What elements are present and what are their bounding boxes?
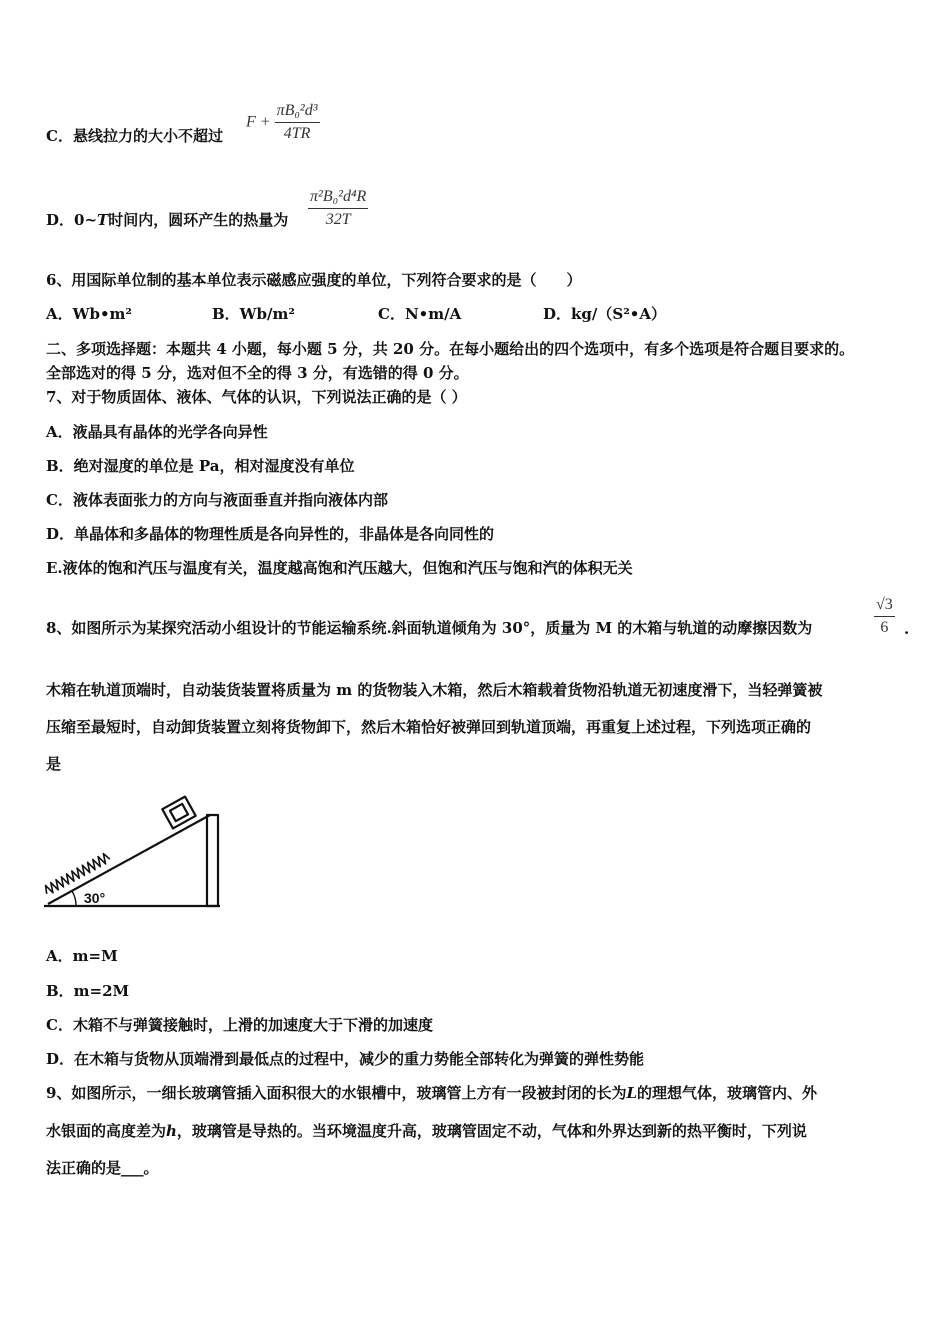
q8-incline-figure (42, 785, 232, 910)
q8-option-a: A．m=M (46, 947, 118, 965)
q9-stem-line1 (46, 1083, 817, 1103)
q6-option-c: C．N•m/A (378, 305, 462, 323)
formula-prefix: F + (246, 113, 271, 131)
q9-stem-line2 (46, 1121, 807, 1141)
q6-option-a: A．Wb•m² (46, 305, 133, 323)
incline-surface (48, 815, 210, 904)
q8-option-b: B．m=2M (46, 982, 130, 1000)
angle-arc (72, 891, 76, 906)
top-post (207, 815, 218, 906)
fraction-numerator: πB₀²d³ (275, 100, 320, 123)
q8-stem-line2: 木箱在轨道顶端时，自动装货装置将质量为 m 的货物装入木箱，然后木箱载着货物沿轨道无初速度滑下，当轻弹簧被 (46, 681, 823, 699)
fraction (874, 594, 895, 639)
angle-label: 30° (84, 890, 106, 906)
fraction-numerator: π²B₀²d⁴R (308, 186, 368, 209)
q7-option-b: B．绝对湿度的单位是 Pa，相对湿度没有单位 (46, 457, 355, 475)
q5-option-c-text: C．悬线拉力的大小不超过 (46, 127, 223, 145)
cargo-box (162, 797, 195, 829)
section2-heading-line2: 全部选对的得 5 分，选对但不全的得 3 分，有选错的得 0 分。 (46, 364, 469, 382)
fraction-denominator: 4TR (283, 125, 311, 142)
formula-fraction (275, 100, 320, 145)
q9-line2-post: ，玻璃管是导热的。当环境温度升高，玻璃管固定不动，气体和外界达到新的热平衡时，下列说 (176, 1122, 807, 1140)
q5-option-c (46, 126, 223, 146)
q8-option-d: D．在木箱与货物从顶端滑到最低点的过程中，减少的重力势能全部转化为弹簧的弹性势能 (46, 1050, 645, 1068)
q5-option-d-period: T (97, 211, 109, 229)
q8-option-c: C．木箱不与弹簧接触时，上滑的加速度大于下滑的加速度 (46, 1016, 433, 1034)
q8-friction-fraction (874, 594, 895, 639)
fraction-denominator: 6 (880, 619, 889, 636)
q8-stem-line1: 8、如图所示为某探究活动小组设计的节能运输系统.斜面轨道倾角为 30°，质量为 M 的木箱与轨道的动摩擦因数为 (46, 619, 813, 637)
q6-option-b: B．Wb/m² (212, 305, 295, 323)
q9-length-symbol: L (626, 1084, 637, 1102)
q5-option-d-formula (308, 186, 368, 231)
q9-stem-line3: 法正确的是___。 (46, 1159, 159, 1177)
q7-option-e: E.液体的饱和汽压与温度有关，温度越高饱和汽压越大，但饱和汽压与饱和汽的体积无关 (46, 559, 633, 577)
q5-option-c-formula (246, 100, 320, 145)
q9-height-symbol: h (166, 1122, 177, 1140)
q9-line1-post: 的理想气体，玻璃管内、外 (637, 1084, 818, 1102)
q5-option-d-text-post: 时间内，圆环产生的热量为 (108, 211, 289, 229)
q8-stem-line1-end: . (904, 620, 910, 638)
q5-option-d-text-pre: D．0~ (46, 211, 98, 229)
formula-fraction (308, 186, 368, 231)
q7-option-d: D．单晶体和多晶体的物理性质是各向异性的，非晶体是各向同性的 (46, 525, 495, 543)
q7-stem: 7、对于物质固体、液体、气体的认识，下列说法正确的是（ ） (46, 388, 467, 406)
fraction-numerator: √3 (874, 594, 895, 617)
q8-stem-line3: 压缩至最短时，自动卸货装置立刻将货物卸下，然后木箱恰好被弹回到轨道顶端，再重复上述过程，下列选项正确的 (46, 718, 812, 736)
q5-option-d (46, 210, 288, 230)
q6-option-d: D．kg/（S²•A） (543, 305, 666, 323)
q7-option-a: A．液晶具有晶体的光学各向异性 (46, 423, 268, 441)
fraction-denominator: 32T (325, 211, 351, 228)
q6-stem: 6、用国际单位制的基本单位表示磁感应强度的单位，下列符合要求的是（ ） (46, 271, 582, 289)
section2-heading-line1: 二、多项选择题：本题共 4 小题，每小题 5 分，共 20 分。在每小题给出的四个选项中，有多个选项是符合题目要求的。 (46, 340, 855, 358)
q7-option-c: C．液体表面张力的方向与液面垂直并指向液体内部 (46, 491, 388, 509)
q9-line1-pre: 9、如图所示，一细长玻璃管插入面积很大的水银槽中，玻璃管上方有一段被封闭的长为 (46, 1084, 627, 1102)
q9-line2-pre: 水银面的高度差为 (46, 1122, 167, 1140)
q8-stem-line4: 是 (46, 755, 62, 773)
